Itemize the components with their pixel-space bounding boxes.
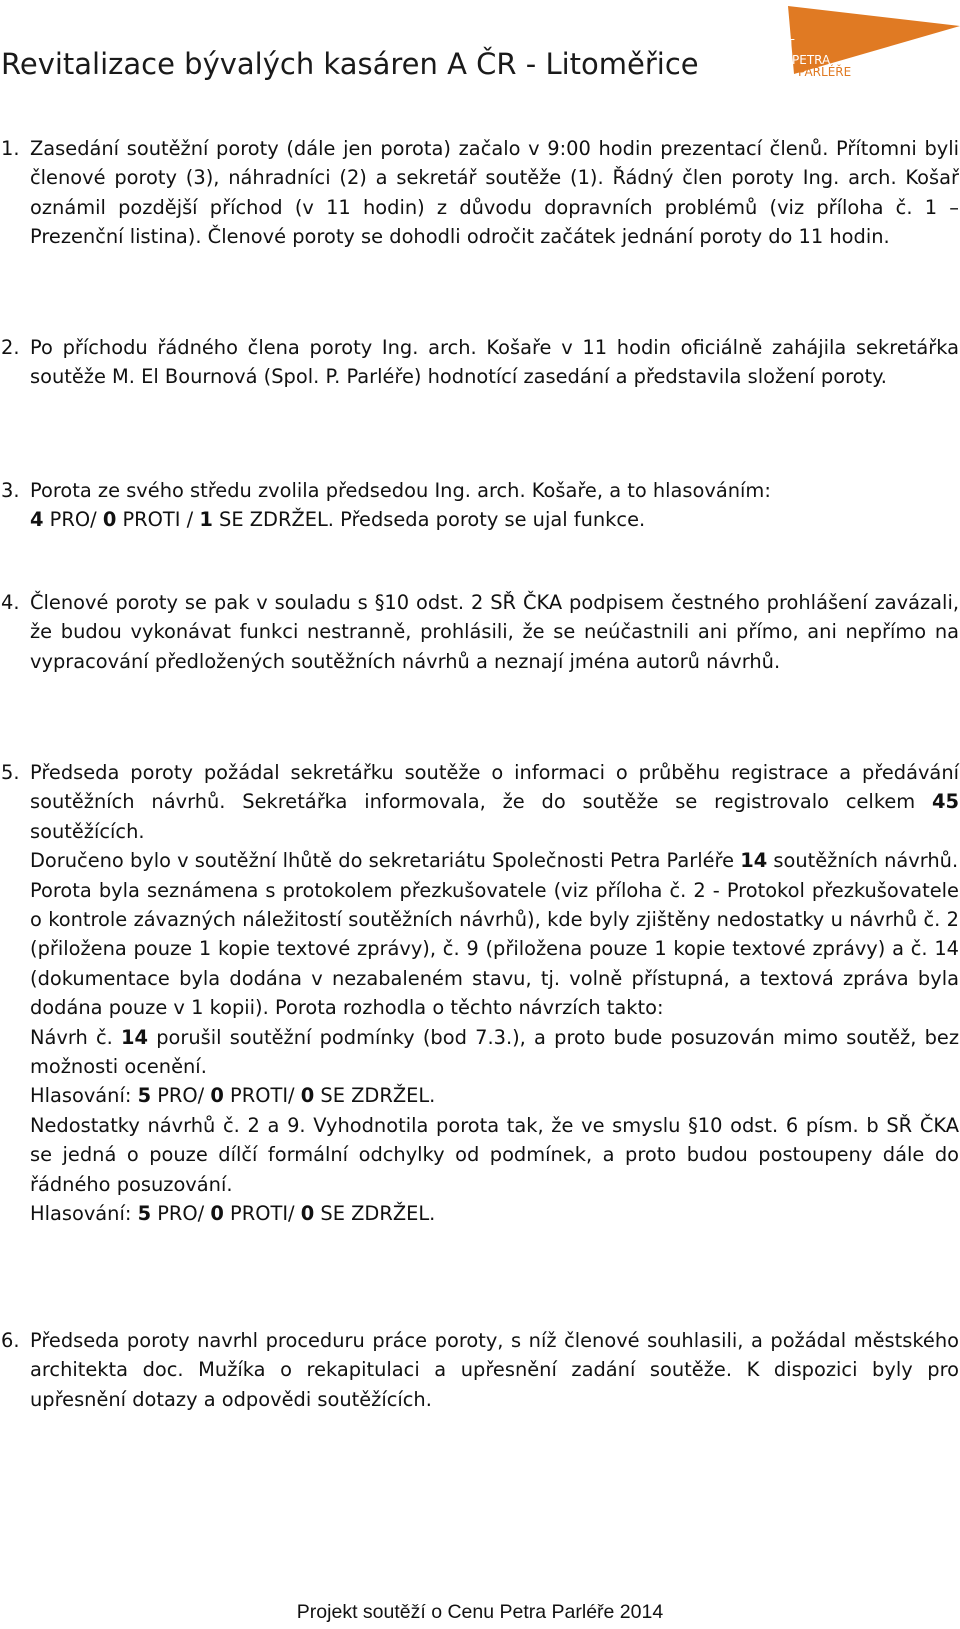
item-number: 3. <box>1 479 20 502</box>
item-paragraph: Po příchodu řádného člena poroty Ing. arch. Košaře v 11 hodin oficiálně zahájila sekretářka soutěže M. El Bournová (Spol. P. Parléře) hodnotící zasedání a představila složení poroty. <box>30 336 959 389</box>
vote-proti-count: 0 <box>210 1202 224 1226</box>
logo-text-line1: SPOLEČNOST <box>714 37 795 51</box>
vote-label: Hlasování: <box>30 1084 132 1108</box>
deficiencies-paragraph: Nedostatky návrhů č. 2 a 9. Vyhodnotila porota tak, že ve smyslu §10 odst. 6 písm. b SŘ ČKA se jedná o pouze dílčí formální odchylky od podmínek, a proto budou postoupeny dále do řádného posuzování. <box>30 1113 959 1196</box>
minutes-item-2 <box>1 333 959 392</box>
page-footer: Projekt soutěží o Cenu Petra Parléře 2014 <box>296 1601 664 1623</box>
protocol-paragraph: Porota byla seznámena s protokolem přezkušovatele (viz příloha č. 2 - Protokol přezkušovatele o kontrole závazných náležitostí soutěžních návrhů), kde byly zjištěny nedostatky u návrhů č. 2 (přiložena pouze 1 kopie textové zprávy), č. 9 (přiložena pouze 1 kopie textové zprávy) a č. 14 (dokumentace byla dodána v nezabaleném stavu, tj. volně přístupná, a textová zpráva byla dodána pouze v 1 kopii). Porota rozhodla o těchto návrzích takto: <box>30 878 959 1020</box>
minutes-item-1 <box>1 134 959 252</box>
proposal-number: 14 <box>121 1025 149 1049</box>
registration-text-tail: soutěžících. <box>30 819 145 843</box>
item-number: 5. <box>1 761 20 784</box>
item-number: 1. <box>1 137 20 160</box>
vote-zdrzel-count: 0 <box>300 1084 315 1108</box>
delivered-text-tail: soutěžních návrhů. <box>773 849 959 873</box>
minutes-item-4 <box>1 588 959 676</box>
document-title: Revitalizace bývalých kasáren A ČR - Litoměřice <box>1 47 699 81</box>
delivered-count: 14 <box>740 849 768 873</box>
item-paragraph: Předseda poroty navrhl proceduru práce poroty, s níž členové souhlasili, a požádal městského architekta doc. Mužíka o rekapitulaci a upřesnění zadání soutěže. K dispozici byly pro upřesnění dotazy a odpovědi soutěžících. <box>30 1329 959 1411</box>
proposal-14-paragraph <box>30 1023 959 1082</box>
delivered-paragraph <box>30 846 959 875</box>
registration-paragraph <box>30 758 959 846</box>
vote-zdrzel-label: SE ZDRŽEL. <box>219 508 334 532</box>
minutes-item-5 <box>1 758 959 1229</box>
vote-proti-label: PROTI / <box>122 508 194 532</box>
vote-line <box>30 505 959 534</box>
minutes-item-3 <box>1 476 959 535</box>
registered-count: 45 <box>932 790 959 814</box>
item-number: 6. <box>1 1329 20 1352</box>
vote-pro-label: PRO/ <box>157 1084 205 1108</box>
vote-proti-label: PROTI/ <box>230 1202 295 1226</box>
vote-line <box>30 1081 959 1110</box>
vote-zdrzel-label: SE ZDRŽEL. <box>320 1202 436 1226</box>
item-number: 4. <box>1 591 20 614</box>
vote-proti-count: 0 <box>210 1084 224 1108</box>
vote-zdrzel-count: 0 <box>300 1202 315 1226</box>
minutes-item-6 <box>1 1326 959 1414</box>
logo-text-line2: PETRA <box>792 53 831 67</box>
vote-pro-count: 5 <box>137 1202 152 1226</box>
vote-tail-text: Předseda poroty se ujal funkce. <box>340 508 646 532</box>
proposal-text: Návrh č. <box>30 1025 113 1049</box>
company-logo-graphic <box>714 2 960 80</box>
proposal-text-tail: porušil soutěžní podmínky (bod 7.3.), a proto bude posuzován mimo soutěž, bez možnosti ocenění. <box>30 1025 959 1079</box>
vote-label: Hlasování: <box>30 1202 132 1226</box>
vote-proti-count: 0 <box>102 508 117 532</box>
vote-pro-label: PRO/ <box>49 508 97 532</box>
registration-text: Předseda poroty požádal sekretářku soutěže o informaci o průběhu registrace a předávání soutěžních návrhů. Sekretářka informovala, že do soutěže se registrovalo celkem <box>30 761 959 814</box>
item-paragraph: Zasedání soutěžní poroty (dále jen porota) začalo v 9:00 hodin prezentací členů. Přítomni byli členové poroty (3), náhradníci (2) a sekretář soutěže (1). Řádný člen poroty Ing. arch. Košař oznámil pozdější příchod (v 11 hodin) z důvodu dopravních problémů (viz příloha č. 1 – Prezenční listina). Členové poroty se dohodli odročit začátek jednání poroty do 11 hodin. <box>30 137 959 249</box>
vote-pro-count: 5 <box>137 1084 152 1108</box>
company-logo <box>714 2 960 80</box>
delivered-text: Doručeno bylo v soutěžní lhůtě do sekretariátu Společnosti Petra Parléře <box>30 849 735 873</box>
item-number: 2. <box>1 336 20 359</box>
logo-text-line3: PARLÉŘE <box>798 65 852 79</box>
vote-zdrzel-label: SE ZDRŽEL. <box>320 1084 436 1108</box>
vote-pro-count: 4 <box>30 508 44 532</box>
vote-zdrzel-count: 1 <box>199 508 213 532</box>
vote-pro-label: PRO/ <box>157 1202 205 1226</box>
vote-line <box>30 1199 959 1228</box>
vote-proti-label: PROTI/ <box>230 1084 295 1108</box>
item-paragraph: Členové poroty se pak v souladu s §10 odst. 2 SŘ ČKA podpisem čestného prohlášení zavázali, že budou vykonávat funkci nestranně, prohlásili, že se neúčastnili ani přímo, ani nepřímo na vypracování předložených soutěžních návrhů a neznají jména autorů návrhů. <box>30 591 959 673</box>
item-paragraph: Porota ze svého středu zvolila předsedou Ing. arch. Košaře, a to hlasováním: <box>30 479 771 502</box>
